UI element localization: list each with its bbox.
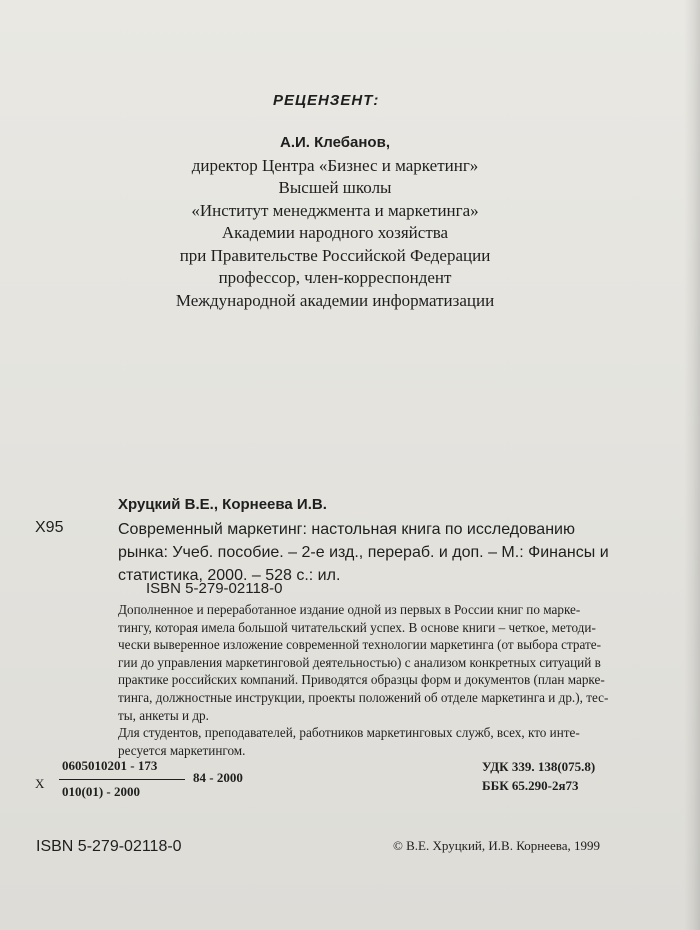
annotation-line: гии до управления маркетинговой деятельностью) с анализом конкретных ситуаций в xyxy=(118,654,601,670)
bib-line: статистика, 2000. – 528 с.: ил. xyxy=(118,567,341,584)
reviewer-line: «Институт менеджмента и маркетинга» xyxy=(191,200,479,220)
reviewer-line: директор Центра «Бизнес и маркетинг» xyxy=(191,155,479,175)
catalog-classmark: Х95 xyxy=(35,519,64,536)
bib-line: рынка: Учеб. пособие. – 2-е изд., перераб. и доп. – М.: Финансы и xyxy=(118,544,609,561)
footer-copyright: © В.Е. Хруцкий, И.В. Корнеева, 1999 xyxy=(393,838,600,853)
annotation-line: тингу, которая имела большой читательский успех. В основе книги – четкое, методи- xyxy=(118,619,596,635)
catalog-isbn: ISBN 5-279-02118-0 xyxy=(146,580,283,597)
formula-numerator: 0605010201 - 173 xyxy=(62,758,158,773)
reviewer-heading: РЕЦЕНЗЕНТ: xyxy=(273,92,380,109)
annotation-line: ресуется маркетингом. xyxy=(118,742,246,758)
annotation-line: чески выверенное изложение современной технологии маркетинга (от выбора страте- xyxy=(118,637,602,653)
formula-right-code: 84 - 2000 xyxy=(193,770,243,785)
annotation-line: ты, анкеты и др. xyxy=(118,707,209,723)
bib-line: Современный маркетинг: настольная книга по исследованию xyxy=(118,521,575,538)
footer-isbn: ISBN 5-279-02118-0 xyxy=(36,838,182,855)
formula-fraction-line xyxy=(59,779,185,780)
bbk-code: ББК 65.290-2я73 xyxy=(482,778,579,793)
annotation-line: практике российских компаний. Приводятся образцы форм и документов (план марке- xyxy=(118,672,605,688)
formula-denominator: 010(01) - 2000 xyxy=(62,784,140,799)
annotation xyxy=(118,601,610,759)
reviewer-line: Международной академии информатизации xyxy=(175,290,495,310)
udk-code: УДК 339. 138(075.8) xyxy=(482,759,596,774)
catalog-bibliographic-entry xyxy=(118,518,608,587)
classification-block xyxy=(482,757,595,795)
reviewer-line: профессор, член-корреспондент xyxy=(218,268,452,287)
reviewer-line: Академии народного хозяйства xyxy=(221,223,449,242)
formula-x: Х xyxy=(35,776,45,791)
catalog-authors: Хруцкий В.Е., Корнеева И.В. xyxy=(118,496,327,513)
annotation-line: Для студентов, преподавателей, работников маркетинговых служб, всех, кто инте- xyxy=(118,725,580,741)
annotation-line: тинга, должностные инструкции, проекты положений об отделе маркетинга и др.), тес- xyxy=(118,689,609,705)
reviewer-line: при Правительстве Российской Федерации xyxy=(179,245,491,265)
page-edge-shadow xyxy=(684,0,700,930)
reviewer-name: А.И. Клебанов, xyxy=(280,134,390,151)
reviewer-line: Высшей школы xyxy=(278,178,392,197)
reviewer-block xyxy=(150,132,520,312)
annotation-line: Дополненное и переработанное издание одной из первых в России книг по марке- xyxy=(118,602,581,617)
